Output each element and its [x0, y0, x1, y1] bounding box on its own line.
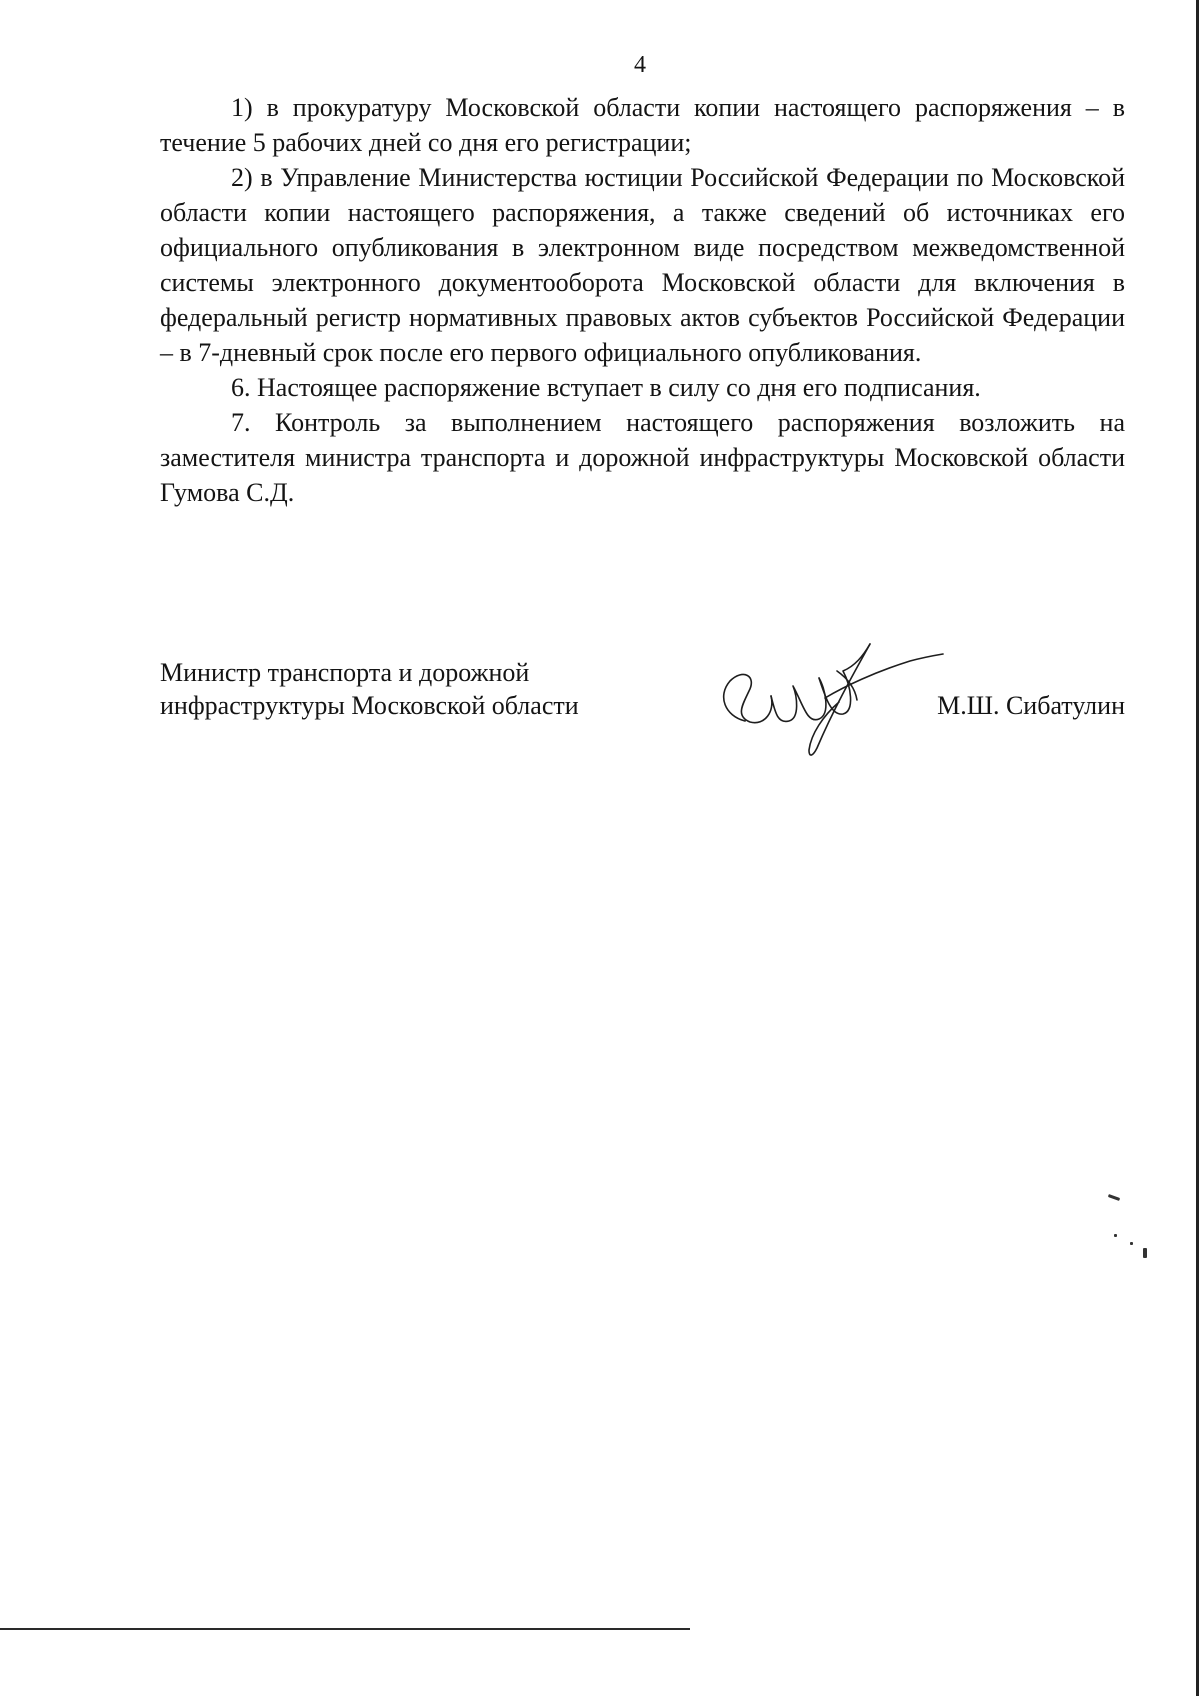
signer-title: [160, 656, 680, 722]
signer-title-line-1: Министр транспорта и дорожной: [160, 658, 530, 687]
document-body: [160, 90, 1125, 510]
paragraph-item-2: 2) в Управление Министерства юстиции Российской Федерации по Московской области копии настоящего распоряжения, а также сведений об источниках его официального опубликования в электронном виде посредством межведомственной системы электронного документооборота Московской области для включения в федеральный регистр нормативных правовых актов субъектов Российской Федерации – в 7-дневный срок после его первого официального опубликования.: [160, 163, 1125, 367]
signature-block: [160, 656, 1125, 766]
scan-right-edge: [1196, 0, 1199, 1696]
signer-title-line-2: инфраструктуры Московской области: [160, 691, 579, 720]
scan-bottom-edge: [0, 1628, 690, 1630]
scan-speck: [1114, 1234, 1117, 1237]
scan-speck: [1143, 1248, 1147, 1258]
paragraph-item-1: 1) в прокуратуру Московской области копии настоящего распоряжения – в течение 5 рабочих дней со дня его регистрации;: [160, 93, 1125, 157]
paragraph-6: 6. Настоящее распоряжение вступает в силу со дня его подписания.: [231, 373, 981, 402]
scan-speck: [1130, 1242, 1133, 1245]
handwritten-signature: [705, 626, 945, 761]
paragraph-7: 7. Контроль за выполнением настоящего распоряжения возложить на заместителя министра транспорта и дорожной инфраструктуры Московской области Гумова С.Д.: [160, 408, 1125, 507]
scan-speck: [1108, 1194, 1120, 1201]
signer-name: М.Ш. Сибатулин: [937, 691, 1125, 720]
page-number: 4: [634, 52, 646, 78]
